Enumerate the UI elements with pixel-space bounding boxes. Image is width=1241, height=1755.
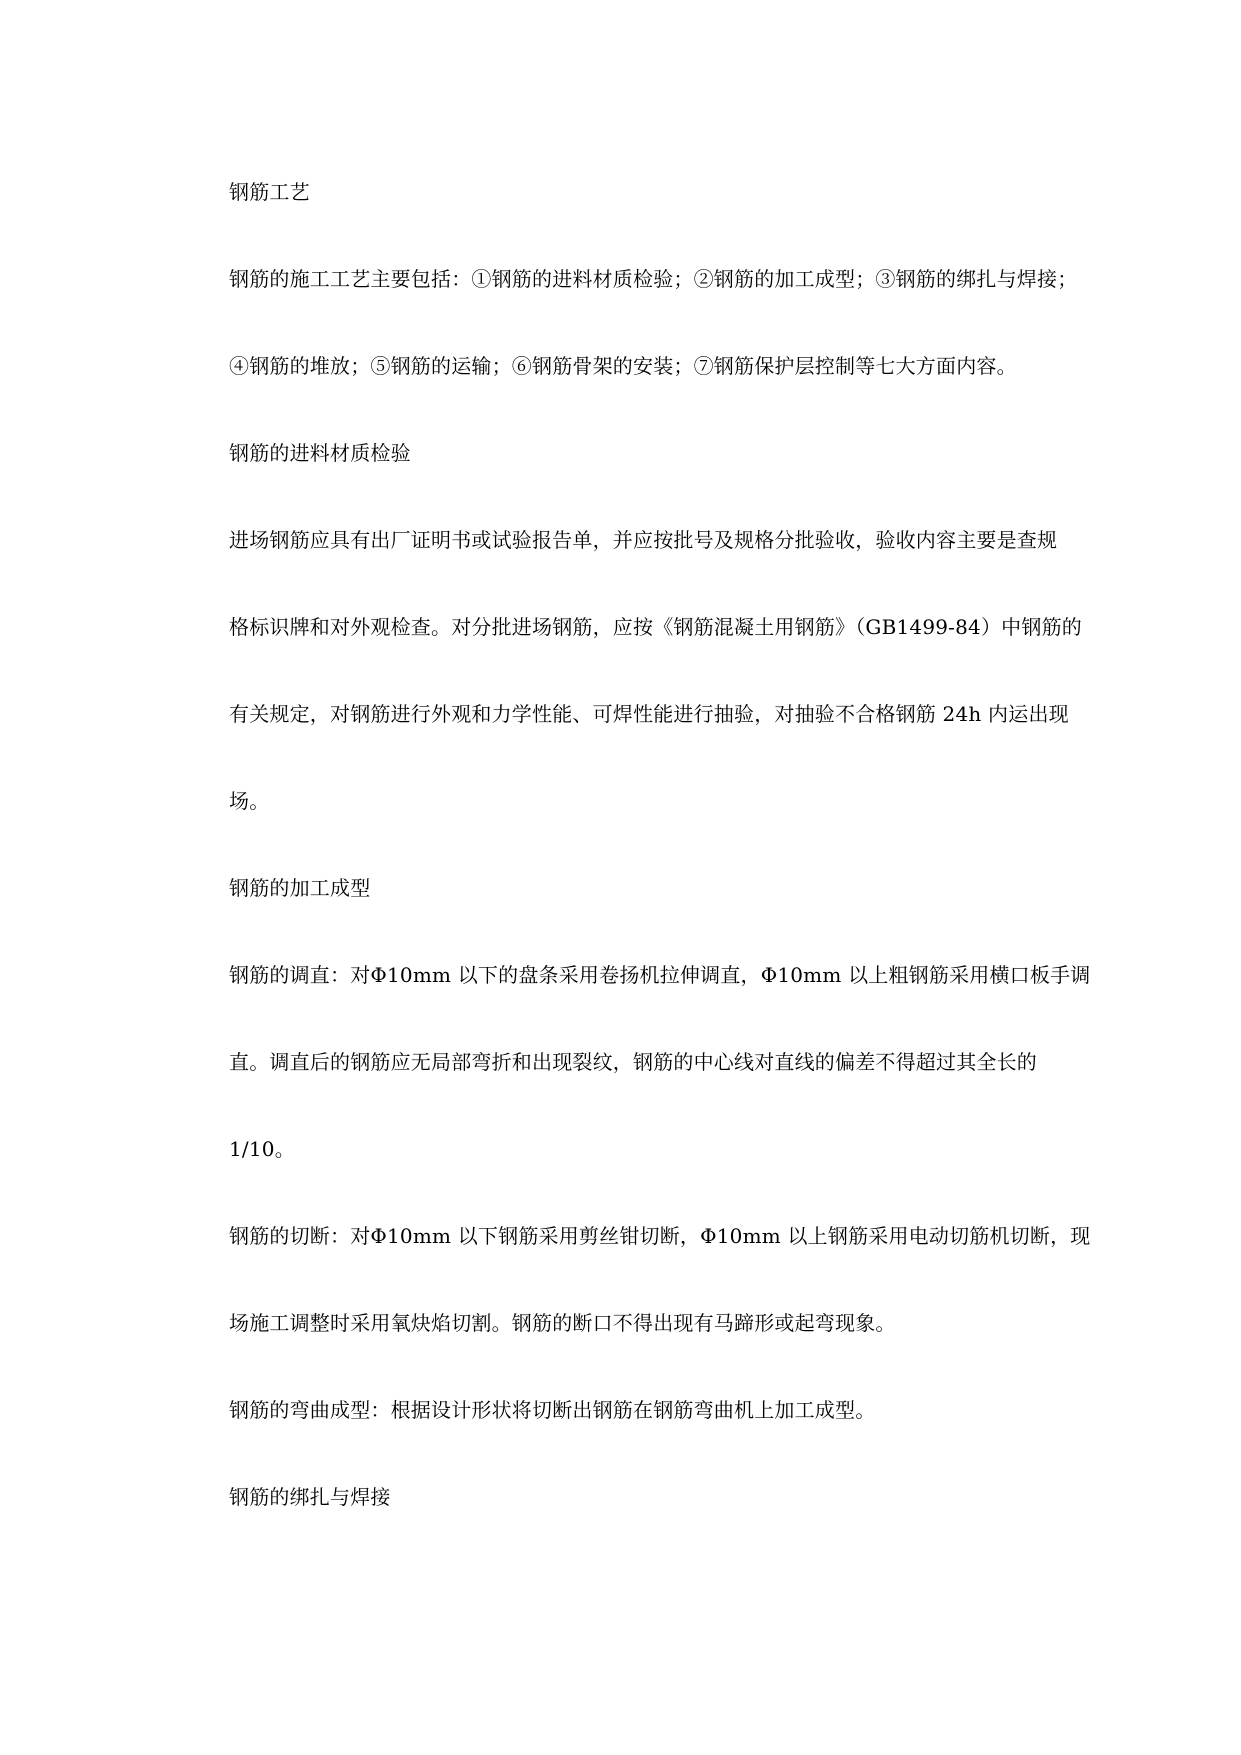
paragraph-line: 格标识牌和对外观检查。对分批进场钢筋，应按《钢筋混凝土用钢筋》（GB1499-84）中钢筋的	[229, 615, 1082, 639]
paragraph-line: 进场钢筋应具有出厂证明书或试验报告单，并应按批号及规格分批验收，验收内容主要是查规	[229, 528, 1058, 552]
paragraph-line: 1/10。	[229, 1137, 295, 1161]
heading-processing-forming: 钢筋的加工成型	[229, 876, 371, 900]
paragraph-line: 场。	[229, 789, 270, 813]
paragraph-line: 钢筋的施工工艺主要包括：①钢筋的进料材质检验；②钢筋的加工成型；③钢筋的绑扎与焊接；	[229, 267, 1078, 291]
paragraph-line: 钢筋的切断：对Φ10mm 以下钢筋采用剪丝钳切断，Φ10mm 以上钢筋采用电动切筋机切断，现	[229, 1224, 1091, 1248]
heading-binding-welding: 钢筋的绑扎与焊接	[229, 1485, 391, 1509]
paragraph-line: 钢筋的弯曲成型：根据设计形状将切断出钢筋在钢筋弯曲机上加工成型。	[229, 1398, 876, 1422]
paragraph-line: 直。调直后的钢筋应无局部弯折和出现裂纹，钢筋的中心线对直线的偏差不得超过其全长的	[229, 1050, 1037, 1074]
paragraph-line: ④钢筋的堆放；⑤钢筋的运输；⑥钢筋骨架的安装；⑦钢筋保护层控制等七大方面内容。	[229, 354, 1017, 378]
paragraph-line: 场施工调整时采用氧炔焰切割。钢筋的断口不得出现有马蹄形或起弯现象。	[229, 1311, 896, 1335]
heading-material-inspection: 钢筋的进料材质检验	[229, 441, 411, 465]
paragraph-line: 钢筋的调直：对Φ10mm 以下的盘条采用卷扬机拉伸调直，Φ10mm 以上粗钢筋采用横口板手调	[229, 963, 1091, 987]
paragraph-line: 有关规定，对钢筋进行外观和力学性能、可焊性能进行抽验，对抽验不合格钢筋 24h 内运出现	[229, 702, 1069, 726]
heading-rebar-process: 钢筋工艺	[229, 180, 310, 204]
